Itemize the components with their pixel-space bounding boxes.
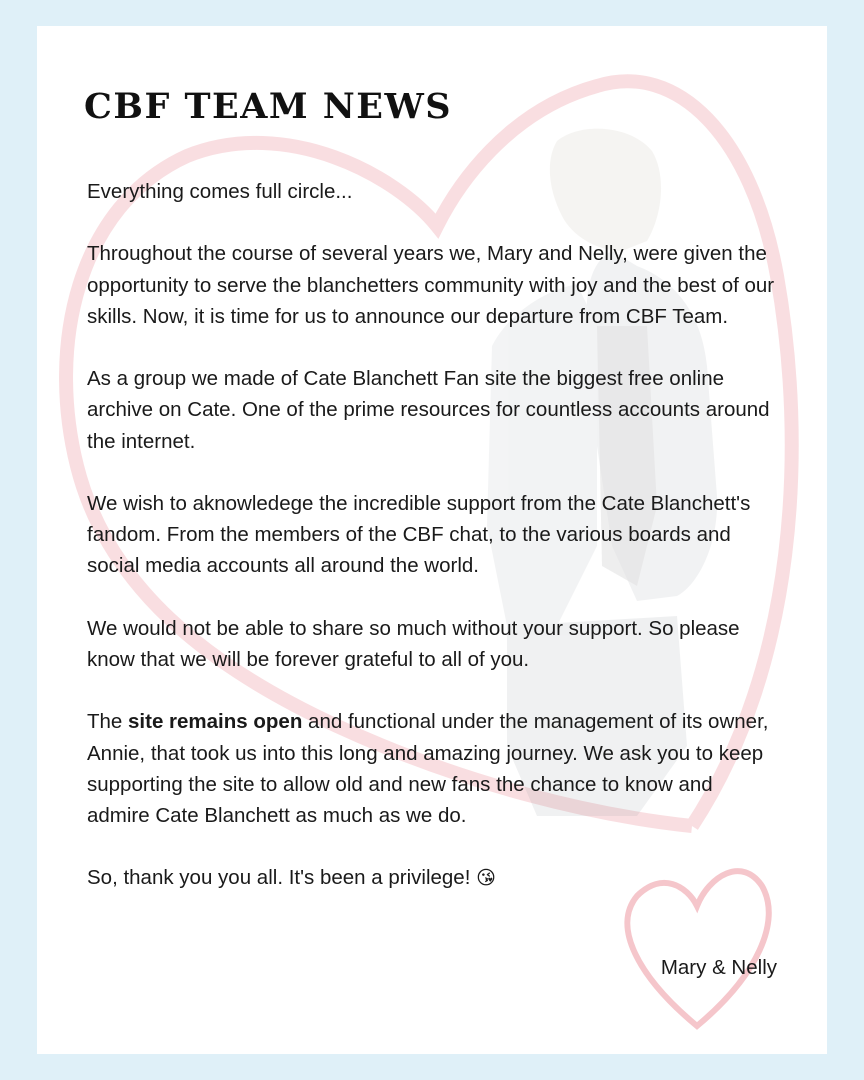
- thanks-text: So, thank you you all. It's been a privilege!: [87, 866, 471, 890]
- letter-body: [87, 176, 777, 926]
- site-status-bold: site remains open: [128, 710, 303, 734]
- kiss-emoji-icon: 😘: [476, 867, 496, 890]
- signature: Mary & Nelly: [660, 956, 777, 979]
- paragraph-acknowledgement: We wish to aknowledege the incredible support from the Cate Blanchett's fandom. From the members of the CBF chat, to the various boards and social media accounts all around the world.: [87, 491, 751, 578]
- paragraph-announcement: Throughout the course of several years we, Mary and Nelly, were given the opportunity to serve the blanchetters community with joy and the best of our skills. Now, it is time for us to announce our departure from CBF Team.: [87, 242, 775, 328]
- site-status-post: and functional under the management of its owner, Annie, that took us into this long and amazing journey. We ask you to keep supporting the site to allow old and new fans the chance to know and admire Cate Blanchett as much as we do.: [87, 710, 769, 827]
- page-title: CBF TEAM NEWS: [84, 86, 453, 127]
- news-card: [37, 26, 827, 1054]
- paragraph-intro: Everything comes full circle...: [87, 180, 353, 203]
- paragraph-thanks: [87, 862, 777, 894]
- paragraph-gratitude: We would not be able to share so much without your support. So please know that we will be forever grateful to all of you.: [87, 616, 740, 671]
- site-status-pre: The: [87, 710, 123, 734]
- paragraph-archive: As a group we made of Cate Blanchett Fan site the biggest free online archive on Cate. One of the prime resources for countless accounts around the internet.: [87, 367, 770, 453]
- paragraph-site-status: [87, 706, 777, 831]
